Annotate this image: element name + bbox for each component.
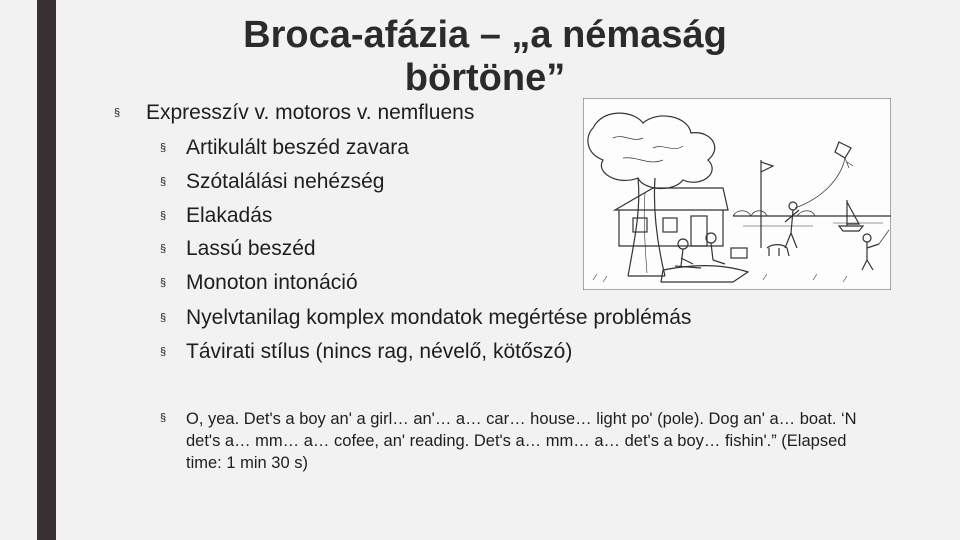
title-line-1: Broca-afázia – „a némaság <box>243 14 727 56</box>
patient-speech-quote: O, yea. Det's a boy an' a girl… an'… a… car… house… light po' (pole). Dog an' a… boat. ‘N det's a… mm… a… cofee, an' reading. Det's a… mm… a… det's a boy… fishin'.” (Elapsed time: 1 min 30 s) <box>186 410 857 472</box>
sub-bullet-item: Artikulált beszéd zavara <box>186 136 409 159</box>
bullet-marker: § <box>160 210 167 222</box>
sub-bullet-item: Elakadás <box>186 204 273 227</box>
bullet-marker: § <box>160 142 167 154</box>
bullet-marker: § <box>160 346 167 358</box>
bullet-marker: § <box>160 176 167 188</box>
sub-bullet-item: Szótalálási nehézség <box>186 170 385 193</box>
left-accent-bar <box>37 0 56 540</box>
bullet-marker: § <box>160 412 167 424</box>
bullet-marker: § <box>114 107 121 119</box>
sub-bullet-item: Lassú beszéd <box>186 237 316 260</box>
sub-bullet-item: Nyelvtanilag komplex mondatok megértése problémás <box>186 306 692 329</box>
picnic-scene-drawing <box>583 98 891 290</box>
bullet-marker: § <box>160 277 167 289</box>
title-line-2: börtöne” <box>404 57 566 99</box>
bullet-marker: § <box>160 312 167 324</box>
bullet-marker: § <box>160 243 167 255</box>
sub-bullet-item: Távirati stílus (nincs rag, névelő, kötőszó) <box>186 340 573 363</box>
slide-title <box>170 14 800 100</box>
main-bullet-text: Expresszív v. motoros v. nemfluens <box>146 101 475 124</box>
sub-bullet-item: Monoton intonáció <box>186 271 358 294</box>
